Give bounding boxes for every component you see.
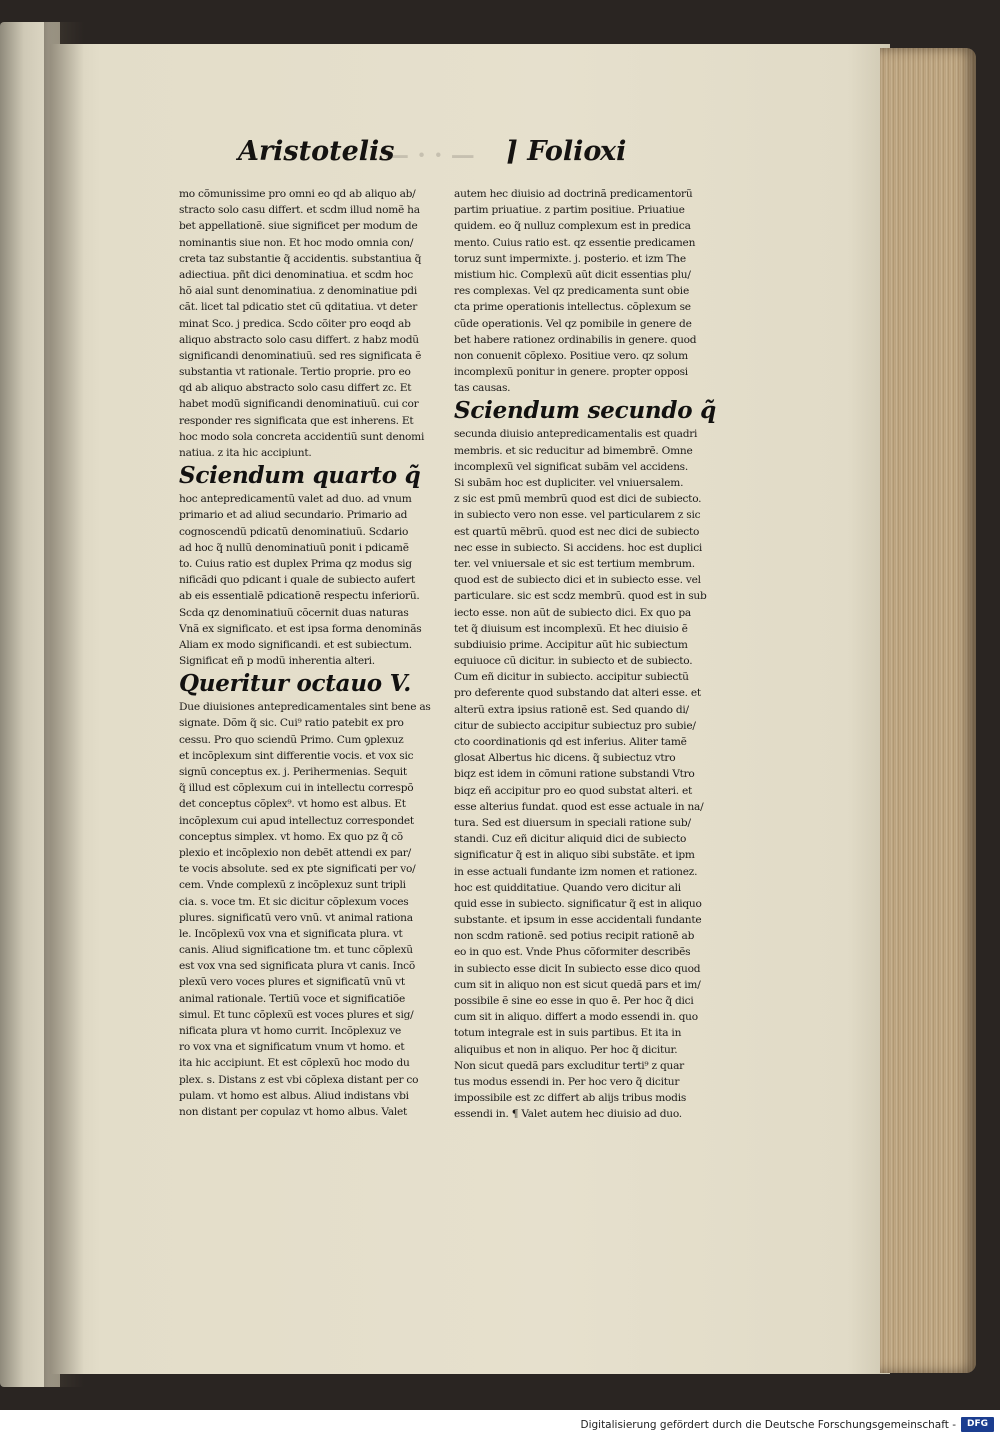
text-line: adiectiua. pñt dici denominatiua. et scdm hoc [179, 268, 413, 281]
text-line: cum sit in aliquo. differt a modo essendi in. quo [454, 1011, 698, 1024]
text-line: partim priuatiue. z partim positiue. Priuatiue [454, 204, 685, 217]
text-line: Si subãm hoc est dupliciter. vel vniuersalem. [454, 477, 684, 489]
text-line: quidem. eo q̃ nulluz complexum est in predica [454, 220, 691, 233]
text-line: cia. s. voce tm. Et sic dicitur cõplexum voces [179, 895, 409, 908]
text-line: impossibile est zc differt ab alijs tribus modis [454, 1092, 687, 1105]
text-line: hoc est quidditatiue. Quando vero dicitur ali [454, 881, 681, 894]
text-line: autem hec diuisio ad doctrinã predicamentorũ [454, 188, 693, 200]
text-line: incomplexũ ponitur in genere. propter opposi [454, 366, 688, 379]
text-line: ter. vel vniuersale et sic est tertium membrum. [454, 557, 695, 570]
text-line: minat Sco. j predica. Scdo cõiter pro eoqd ab [179, 317, 411, 330]
text-line: hoc antepredicamentũ valet ad duo. ad vnum [179, 493, 412, 506]
text-line: animal rationale. Tertiũ voce et significatiõe [179, 992, 405, 1005]
text-line: tas causas. [454, 382, 511, 395]
text-line: pro deferente quod substando dat alteri esse. et [454, 687, 701, 700]
text-line: hõ aial sunt denominatiua. z denominatiue pdi [179, 285, 417, 298]
text-line: mo cõmunissime pro omni eo qd ab aliquo ab/ [179, 188, 416, 200]
section-heading: Sciendum secundo q̃ [454, 397, 716, 425]
text-line: toruz sunt impermixte. j. posterio. et izm The [454, 252, 686, 265]
text-line: ad hoc q̃ nullũ denominatiuũ ponit i pdicamẽ [179, 541, 409, 554]
text-line: eo in quo est. Vnde Phus cõformiter describẽs [454, 946, 691, 959]
text-line: cum sit in aliquo non est sicut quedã pars et im/ [454, 978, 701, 991]
text-line: natiua. z ita hic accipiunt. [179, 447, 312, 459]
text-line: cognoscendũ pdicatũ denominatiuũ. Scdario [179, 525, 409, 538]
text-line: quid esse in subiecto. significatur q̃ est in aliquo [454, 897, 702, 910]
text-line: pulam. vt homo est albus. Aliud indistans vbi [179, 1089, 409, 1102]
left-text-column [179, 186, 447, 1120]
text-line: cto coordinationis qd est inferius. Aliter tamẽ [454, 736, 687, 748]
text-line: iecto esse. non aũt de subiecto dici. Ex quo pa [454, 606, 691, 619]
text-line: signũ conceptus ex. j. Perihermenias. Sequit [179, 766, 407, 778]
text-line: det conceptus cõplex⁹. vt homo est albus. Et [179, 798, 406, 811]
text-line: citur de subiecto accipitur subiectuz pro subie/ [454, 719, 696, 732]
text-line: Scda qz denominatiuũ cõcernit duas naturas [179, 606, 409, 619]
gutter-shadow [44, 22, 84, 1387]
text-line: z sic est pmũ membrũ quod est dici de subiecto. [454, 493, 702, 506]
text-line: nec esse in subiecto. Si accidens. hoc est duplici [454, 541, 703, 554]
text-line: standi. Cuz eñ dicitur aliquid dici de subiecto [454, 833, 687, 846]
text-line: primario et ad aliud secundario. Primario ad [179, 509, 408, 522]
section-heading: Queritur octauo V. [179, 670, 411, 698]
text-line: significandi denominatiuũ. sed res significata ẽ [179, 349, 422, 362]
text-line: ita hic accipiunt. Et est cõplexũ hoc modo du [179, 1057, 410, 1070]
text-line: cũde operationis. Vel qz pomibile in genere de [454, 317, 692, 330]
text-line: creta taz substantie q̃ accidentis. substantiua q̃ [179, 252, 422, 265]
text-line: te vocis absolute. sed ex pte significati per vo/ [179, 863, 416, 876]
section-heading: Sciendum quarto q̃ [179, 462, 421, 490]
text-line: substantia vt rationale. Tertio proprie. pro eo [179, 366, 411, 379]
right-text-column [454, 186, 739, 1123]
text-line: simul. Et tunc cõplexũ est voces plures et sig/ [179, 1008, 414, 1021]
text-line: cessu. Pro quo sciendũ Primo. Cum ꝯplexuz [179, 733, 404, 746]
text-line: substante. et ipsum in esse accidentali fundante [454, 914, 702, 927]
text-line: est quartũ mẽbrũ. quod est nec dici de subiecto [454, 525, 700, 538]
text-line: aliquo abstracto solo casu differt. z habz modũ [179, 333, 419, 346]
text-line: incomplexũ vel significat subãm vel accidens. [454, 460, 688, 473]
text-line: in esse actuali fundante izm nomen et rationez. [454, 865, 698, 878]
folio-number: xi [600, 136, 627, 167]
text-line: Aliam ex modo significandi. et est subiectum. [179, 638, 412, 651]
text-line: significatur q̃ est in aliquo sibi substãte. et ipm [454, 849, 695, 862]
text-line: et incõplexum sint differentie vocis. et vox sic [179, 749, 414, 762]
text-line: quod est de subiecto dici et in subiecto esse. vel [454, 574, 701, 587]
text-line: qd ab aliquo abstracto solo casu differt zc. Et [179, 382, 412, 395]
text-line: stracto solo casu differt. et scdm illud nomẽ ha [179, 204, 420, 217]
text-line: subdiuisio prime. Accipitur aũt hic subiectum [454, 638, 688, 651]
text-line: particulare. sic est scdz membrũ. quod est in sub [454, 590, 707, 603]
text-line: q̃ illud est cõplexum cui in intellectu correspõ [179, 782, 414, 795]
show-through-text: — · · — [385, 140, 475, 169]
text-line: membris. et sic reducitur ad bimembrẽ. Omne [454, 444, 693, 457]
text-line: res complexas. Vel qz predicamenta sunt obie [454, 285, 689, 298]
text-line: signate. Dõm q̃ sic. Cui⁹ ratio patebit ex pro [179, 717, 404, 730]
dfg-logo: DFG [961, 1417, 994, 1432]
text-line: est vox vna sed significata plura vt canis. Incõ [179, 960, 415, 973]
text-line: plexũ vero voces plures et significatũ vnũ vt [179, 976, 405, 989]
text-line: mistium hic. Complexũ aũt dicit essentias plu/ [454, 268, 691, 281]
text-line: Due diuisiones antepredicamentales sint bene as [179, 701, 431, 714]
text-line: non distant per copulaz vt homo albus. Valet [179, 1105, 408, 1118]
text-line: nificãdi quo pdicant i quale de subiecto aufert [179, 574, 415, 587]
text-line: le. Incõplexũ vox vna et significata plura. vt [179, 927, 403, 940]
text-line: mento. Cuius ratio est. qz essentie predicamen [454, 236, 696, 249]
text-line: esse alterius fundat. quod est esse actuale in na/ [454, 800, 704, 813]
text-line: ab eis essentialẽ pdicationẽ respectu inferiorũ. [179, 590, 420, 603]
text-line: in subiecto vero non esse. vel particularem z sic [454, 509, 701, 522]
text-line: bet habere rationez ordinabilis in genere. quod [454, 333, 697, 346]
text-line: totum integrale est in suis partibus. Et ita in [454, 1027, 682, 1040]
text-line: plex. s. Distans z est vbi cõplexa distant per co [179, 1073, 419, 1086]
text-line: bet appellationẽ. siue significet per modum de [179, 220, 418, 233]
text-line: responder res significata que est inherens. Et [179, 414, 414, 427]
text-line: hoc modo sola concreta accidentiũ sunt denomi [179, 430, 425, 443]
text-line: plexio et incõplexio non debẽt attendi ex par/ [179, 846, 411, 859]
page-block-edge [880, 48, 976, 1373]
text-line: essendi in. ¶ Valet autem hec diuisio ad duo. [454, 1108, 682, 1121]
text-line: non scdm rationẽ. sed potius recipit rationẽ ab [454, 930, 695, 943]
footer-bar [0, 1410, 1000, 1439]
text-line: incõplexum cui apud intellectuz correspondet [179, 814, 414, 827]
text-line: Non sicut quedã pars excluditur terti⁹ z quar [454, 1059, 684, 1072]
text-line: cta prime operationis intellectus. cõplexum se [454, 301, 691, 314]
text-line: secunda diuisio antepredicamentalis est quadri [454, 428, 698, 441]
text-line: tet q̃ diuisum est incomplexũ. Et hec diuisio ẽ [454, 622, 688, 635]
text-line: equiuoce cũ dicitur. in subiecto et de subiecto. [454, 655, 693, 668]
text-line: biqz eñ accipitur pro eo quod substat alteri. et [454, 784, 692, 797]
text-line: conceptus simplex. vt homo. Ex quo pz q̃ cõ [179, 830, 403, 843]
text-line: alterũ extra ipsius rationẽ est. Sed quando di/ [454, 703, 689, 716]
funding-notice: Digitalisierung gefördert durch die Deutsche Forschungsgemeinschaft - [580, 1419, 956, 1431]
text-line: habet modũ significandi denominatiuũ. cui cor [179, 398, 419, 411]
text-line: plures. significatũ vero vnũ. vt animal rationa [179, 911, 413, 924]
text-line: in subiecto esse dicit In subiecto esse dico quod [454, 962, 701, 975]
text-line: nificata plura vt homo currit. Incõplexuz ve [179, 1025, 402, 1037]
text-line: canis. Aliud significatione tm. et tunc cõplexũ [179, 944, 413, 957]
text-line: cem. Vnde complexũ z incõplexuz sunt tripli [179, 879, 406, 892]
text-line: Vnã ex significato. et est ipsa forma denominãs [179, 622, 422, 635]
text-line: tus modus essendi in. Per hoc vero q̃ dicitur [454, 1075, 680, 1088]
text-line: Significat eñ p modũ inherentia alteri. [179, 655, 375, 668]
text-line: glosat Albertus hic dicens. q̃ subiectuz vtro [454, 752, 676, 765]
text-line: Cum eñ dicitur in subiecto. accipitur subiectũ [454, 671, 689, 684]
text-line: biqz est idem in cõmuni ratione substandi Vtro [454, 768, 695, 781]
text-line: possibile ẽ sine eo esse in quo ẽ. Per hoc q̃ dici [454, 995, 694, 1007]
text-line: tura. Sed est diuersum in speciali ratione sub/ [454, 816, 691, 829]
text-line: non conuenit cõplexo. Positiue vero. qz solum [454, 349, 688, 362]
text-line: nominantis siue non. Et hoc modo omnia con/ [179, 236, 414, 249]
text-line: ro vox vna et significatum vnum vt homo. et [179, 1041, 405, 1054]
running-head-left: Aristotelis [238, 136, 395, 167]
text-line: to. Cuius ratio est duplex Prima qz modus sig [179, 557, 412, 570]
text-line: cãt. licet tal pdicatio stet cũ qditatiua. vt deter [179, 301, 418, 314]
text-line: aliquibus et non in aliquo. Per hoc q̃ dicitur. [454, 1043, 678, 1056]
running-head-right: ⌉ Folio [505, 136, 602, 167]
running-head-folio-label: Folio [527, 136, 602, 167]
